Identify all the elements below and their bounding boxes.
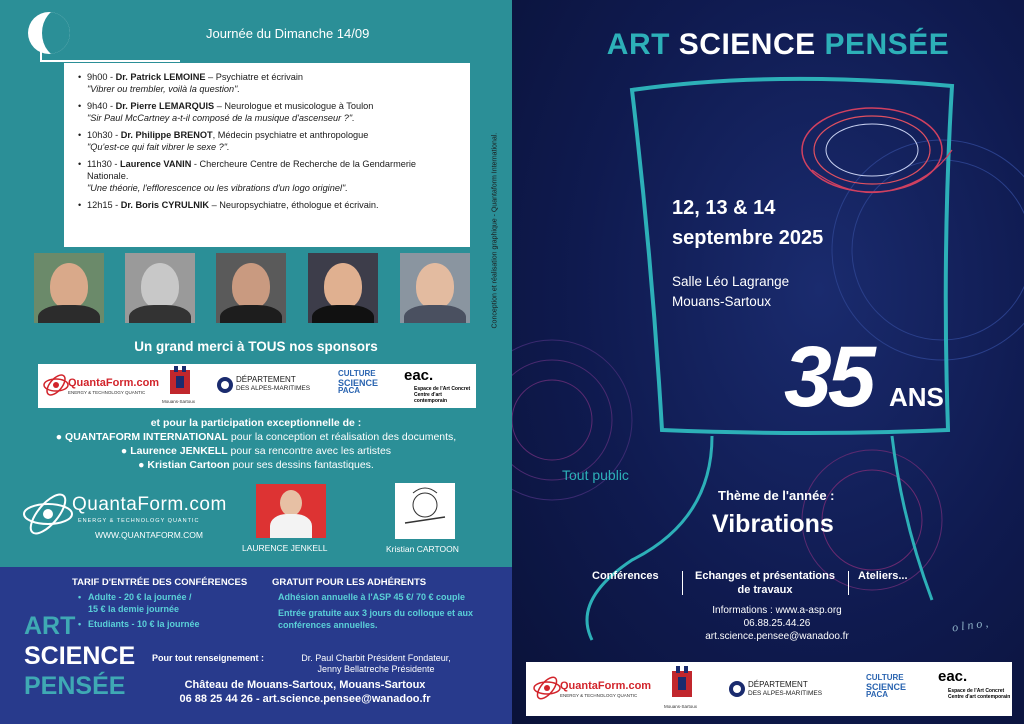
program-item: • 12h15 - Dr. Boris CYRULNIK – Neuropsychiatre, éthologue et écrivain. (78, 199, 458, 211)
right-panel (512, 0, 1024, 724)
sponsors-title: Un grand merci à TOUS nos sponsors (134, 339, 378, 354)
event-dates: 12, 13 & 14 septembre 2025 (672, 197, 824, 249)
decorative-line (40, 60, 180, 62)
departement-logo-text: DÉPARTEMENT DES ALPES-MARITIMES (236, 375, 311, 392)
mouans-sartoux-crest-icon (668, 666, 696, 700)
program-item: • 10h30 - Dr. Philippe BRENOT, Médecin psychiatre et anthropologue "Qu'est-ce qui fait vibrer le sexe ?". (78, 129, 458, 153)
thanks-line: ● Laurence JENKELL pour sa rencontre avec les artistes (120, 445, 392, 457)
gratuit-list: Adhésion annuelle à l'ASP 45 €/ 70 € couple Entrée gratuite aux 3 jours du colloque et aux conférences annuelles. (278, 592, 474, 630)
jenkell-photo (256, 484, 326, 538)
contact-names: Dr. Paul Charbit Président Fondateur, Jenny Bellatreche Présidente (301, 653, 451, 674)
activity-echanges: Echanges et présentations de travaux (695, 570, 835, 596)
program-item: • 9h40 - Dr. Pierre LEMARQUIS – Neurologue et musicologue à Toulon "Sir Paul McCartney a-t-il composé de la musique d'ascenseur ?". (78, 100, 458, 124)
graphic-credit: Conception et réalisation graphique - Quantaform International. (491, 132, 499, 329)
quantaform-tagline: ENERGY & TECHNOLOGY QUANTIC (560, 693, 638, 698)
quantaform-wordmark: QuantaForm.com (68, 377, 160, 389)
jenkell-caption: LAURENCE JENKELL (242, 543, 328, 553)
speaker-photo-vanin (308, 253, 378, 323)
quantaform-large-wordmark: QuantaForm.com (72, 494, 227, 515)
quantaform-atom-icon (20, 486, 76, 542)
mouans-sartoux-label: Mouans-Sartoux (664, 704, 698, 709)
anniversary-number: 35 (784, 329, 872, 425)
eac-subtitle: Espace de l'Art Concret Centre d'art contemporain (948, 688, 1011, 700)
cartoon-drawing-icon (395, 483, 455, 539)
sponsors-logos-left (38, 364, 476, 408)
speaker-photo-brenot (216, 253, 286, 323)
speaker-photos (34, 253, 474, 323)
moon-logo-icon (28, 12, 70, 54)
artist-signature: o l n o , (951, 615, 990, 635)
quantaform-url[interactable]: WWW.QUANTAFORM.COM (95, 530, 203, 540)
pricing-section (0, 567, 512, 724)
eac-logo: eac. (404, 367, 434, 384)
culture-science-paca-logo: CULTURE SCIENCE PACA (338, 369, 379, 395)
activity-ateliers: Ateliers... (858, 570, 908, 582)
cartoon-caption: Kristian CARTOON (386, 544, 459, 554)
contact-address: Château de Mouans-Sartoux, Mouans-Sartoux 06 88 25 44 26 - art.science.pensee@wanadoo.fr (179, 679, 431, 705)
quantaform-logo-icon (532, 672, 562, 704)
culture-science-paca-logo: CULTURE SCIENCE PACA (866, 673, 907, 699)
anniversary-label: ANS (889, 382, 944, 412)
activity-conferences: Conférences (592, 570, 659, 582)
quantaform-tagline: ENERGY & TECHNOLOGY QUANTIC (68, 390, 146, 395)
program-list (78, 71, 458, 211)
eac-subtitle: Espace de l'Art Concret Centre d'art contemporain (414, 386, 471, 404)
eac-logo: eac. (938, 668, 968, 685)
program-item: • 11h30 - Laurence VANIN - Chercheure Centre de Recherche de la Gendarmerie Nationale. "Une théorie, l'efflorescence ou les vibrations d'un logo originel". (78, 158, 458, 194)
contact-info: Informations : www.a-asp.org 06.88.25.44.26 art.science.pensee@wanadoo.fr (705, 605, 849, 642)
speaker-photo-lemarquis (125, 253, 195, 323)
activity-separator (848, 571, 849, 595)
sponsors-logos-right (526, 662, 1012, 716)
speaker-photo-cyrulnik (400, 253, 470, 323)
program-box (64, 63, 470, 247)
thanks-block (0, 416, 512, 472)
program-item: • 9h00 - Dr. Patrick LEMOINE – Psychiatre et écrivain "Vibrer ou trembler, voilà la question". (78, 71, 458, 95)
contact-label: Pour tout renseignement : (152, 653, 265, 663)
mouans-sartoux-label: Mouans-Sartoux (162, 399, 196, 404)
tarif-list: • Adulte - 20 € la journée / 15 € la demie journée • Etudiants - 10 € la journée (78, 591, 200, 630)
quantaform-large-tagline: ENERGY & TECHNOLOGY QUANTIC (78, 518, 200, 524)
thanks-line: ● Kristian Cartoon pour ses dessins fantastiques. (138, 459, 374, 471)
main-title: ART SCIENCE PENSÉE (606, 28, 950, 61)
speaker-photo-lemoine (34, 253, 104, 323)
theme-label: Thème de l'année : (718, 488, 835, 503)
departement-seal-icon (216, 376, 234, 394)
event-venue: Salle Léo Lagrange Mouans-Sartoux (672, 274, 790, 309)
theme-value: Vibrations (712, 510, 834, 538)
thanks-line: ● QUANTAFORM INTERNATIONAL pour la conception et réalisation des documents, (55, 431, 457, 443)
day-title: Journée du Dimanche 14/09 (206, 26, 370, 41)
departement-logo-text: DÉPARTEMENT DES ALPES-MARITIMES (748, 680, 823, 697)
gratuit-title: GRATUIT POUR LES ADHÉRENTS (272, 577, 427, 588)
departement-seal-icon (728, 680, 746, 698)
tarif-title: TARIF D'ENTRÉE DES CONFÉRENCES (72, 577, 248, 588)
mouans-sartoux-crest-icon (166, 366, 194, 398)
quantaform-logo-icon (42, 370, 70, 400)
audience-label: Tout public (562, 467, 629, 483)
activity-separator (682, 571, 683, 595)
brand-stack: ART SCIENCE PENSÉE (24, 612, 136, 700)
quantaform-wordmark: QuantaForm.com (560, 680, 652, 692)
thanks-intro: et pour la participation exceptionnelle de : (150, 417, 362, 429)
